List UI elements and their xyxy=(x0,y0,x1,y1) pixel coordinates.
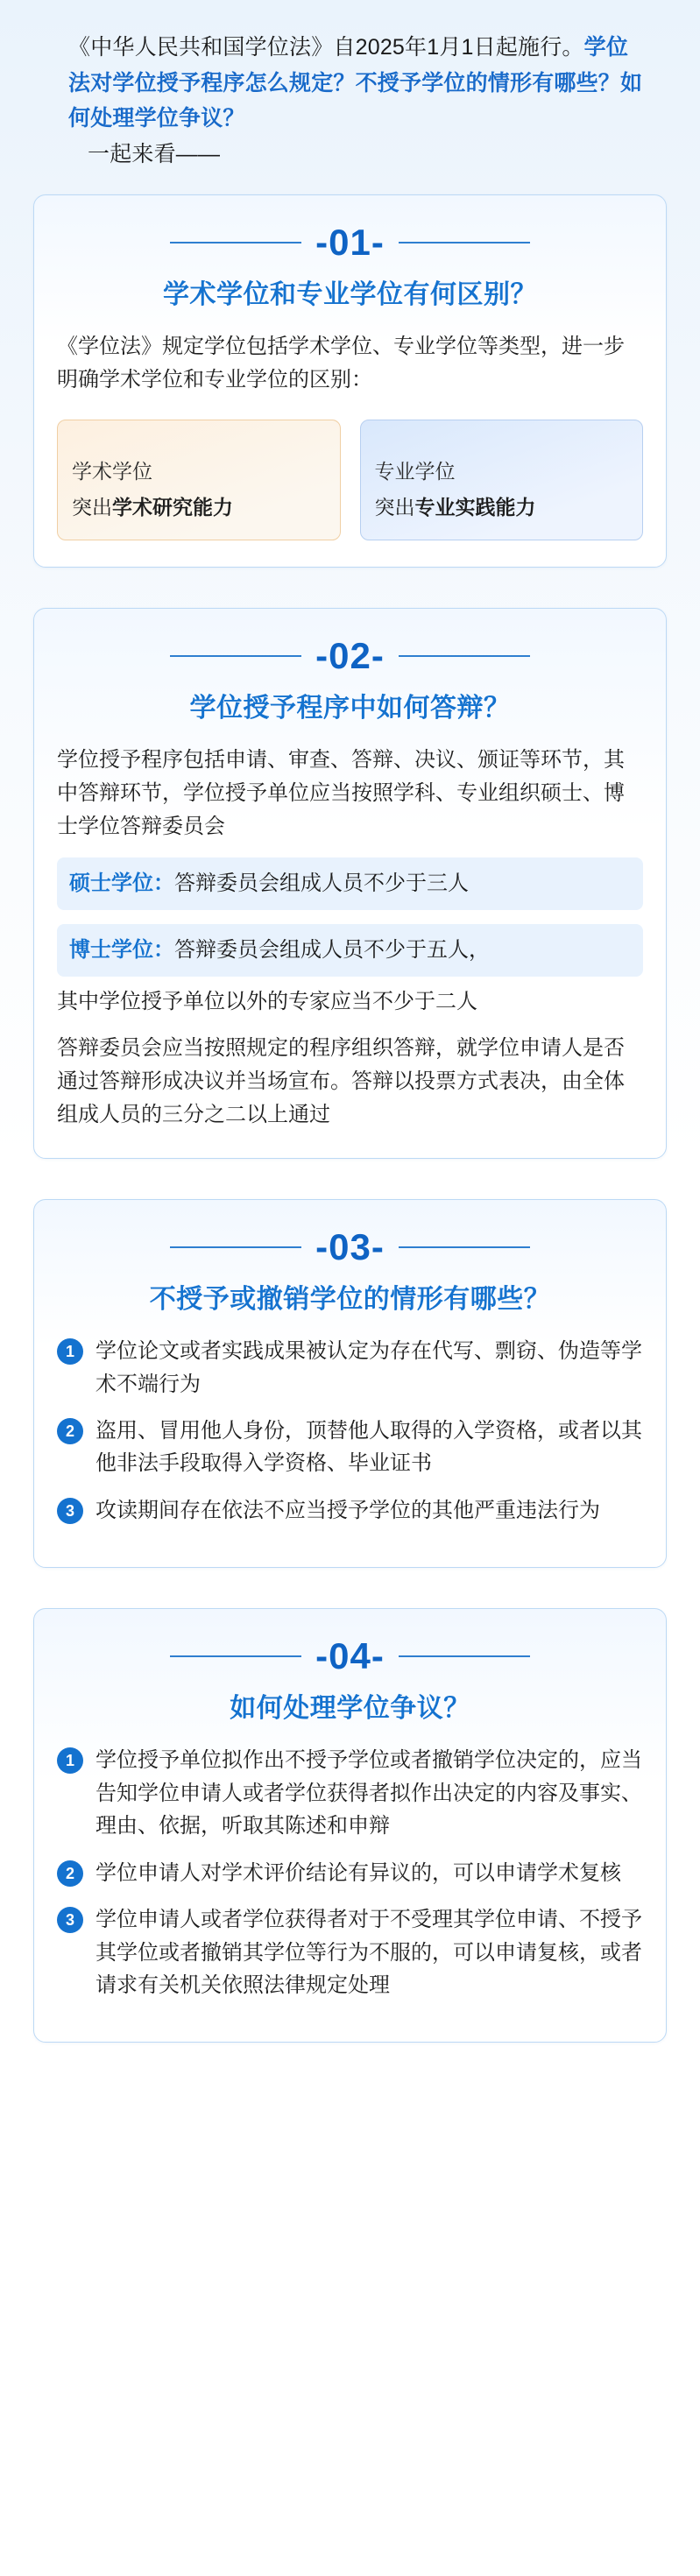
doctor-degree-continuation: 其中学位授予单位以外的专家应当不少于二人 xyxy=(57,989,477,1013)
intro-law-name: 《中华人民共和国学位法》 xyxy=(68,35,334,60)
card-01-intro-text: 《学位法》规定学位包括学术学位、专业学位等类型，进一步明确学术学位和专业学位的区别： xyxy=(57,335,625,392)
divider-right xyxy=(399,655,530,657)
card-04 xyxy=(33,1608,667,2043)
card-01-number: -01- xyxy=(315,222,385,263)
academic-degree-prefix: 突出 xyxy=(72,495,112,519)
intro-highlight: 学位法对学位授予程序怎么规定？不授予学位的情形有哪些？如何处理学位争议？ xyxy=(68,35,643,131)
intro-closing: 一起来看—— xyxy=(88,141,221,166)
card-02-title: 学位授予程序中如何答辩？ xyxy=(189,693,511,723)
list-item-text: 攻读期间存在依法不应当授予学位的其他严重违法行为 xyxy=(95,1498,600,1522)
card-04-title: 如何处理学位争议？ xyxy=(230,1694,470,1724)
card-01 xyxy=(33,194,667,568)
divider-left xyxy=(170,1655,301,1657)
master-degree-value: 答辩委员会组成人员不少于三人 xyxy=(174,871,469,895)
card-03-list xyxy=(57,1335,643,1527)
doctor-degree-value: 答辩委员会组成人员不少于五人， xyxy=(174,937,490,962)
divider-left xyxy=(170,655,301,657)
professional-degree-prefix: 突出 xyxy=(374,495,415,519)
professional-degree-desc xyxy=(375,491,629,520)
doctor-degree-key: 博士学位： xyxy=(69,937,174,962)
intro-paragraph xyxy=(33,0,667,194)
list-item xyxy=(57,1494,643,1527)
divider-left xyxy=(170,1246,301,1248)
card-01-title: 学术学位和专业学位有何区别？ xyxy=(163,280,537,309)
list-item xyxy=(57,1744,643,1842)
divider-left xyxy=(170,242,301,243)
list-item xyxy=(57,1335,643,1401)
card-02-number-row xyxy=(57,635,643,677)
academic-degree-bold: 学术研究能力 xyxy=(112,495,233,519)
list-number-badge: 3 xyxy=(57,1907,83,1933)
list-number-badge: 2 xyxy=(57,1418,83,1444)
card-04-number-row xyxy=(57,1635,643,1677)
list-item xyxy=(57,1415,643,1480)
list-item-text: 盗用、冒用他人身份，顶替他人取得的入学资格，或者以其他非法手段取得入学资格、毕业证书 xyxy=(95,1419,642,1476)
list-item-text: 学位申请人或者学位获得者对于不受理其学位申请、不授予其学位或者撤销其学位等行为不服的，可以申请复核，或者请求有关机关依照法律规定处理 xyxy=(95,1908,642,1997)
academic-degree-label: 学术学位 xyxy=(72,459,152,483)
divider-right xyxy=(399,242,530,243)
divider-right xyxy=(399,1246,530,1248)
list-item-text: 学位论文或者实践成果被认定为存在代写、剽窃、伪造等学术不端行为 xyxy=(95,1339,642,1396)
list-item xyxy=(57,1857,643,1889)
card-03-number-row xyxy=(57,1226,643,1268)
card-04-list xyxy=(57,1744,643,2001)
list-number-badge: 3 xyxy=(57,1498,83,1524)
divider-right xyxy=(399,1655,530,1657)
list-item xyxy=(57,1903,643,2001)
master-degree-key: 硕士学位： xyxy=(69,871,174,895)
card-02-number: -02- xyxy=(315,634,385,676)
professional-degree-label: 专业学位 xyxy=(374,459,456,483)
card-02-paragraph-1: 学位授予程序包括申请、审查、答辩、决议、颁证等环节，其中答辩环节，学位授予单位应当按照学科、专业组织硕士、博士学位答辩委员会 xyxy=(57,747,625,838)
degree-comparison-row xyxy=(57,420,643,540)
professional-degree-bold: 专业实践能力 xyxy=(414,495,536,519)
card-03-number: -03- xyxy=(315,1226,385,1268)
list-number-badge: 1 xyxy=(57,1747,83,1774)
doctor-degree-highlight xyxy=(57,924,643,977)
list-number-badge: 2 xyxy=(57,1860,83,1887)
card-03 xyxy=(33,1199,667,1568)
card-04-number: -04- xyxy=(315,1635,385,1677)
card-03-title: 不授予或撤销学位的情形有哪些？ xyxy=(149,1285,551,1315)
academic-degree-box xyxy=(57,420,341,540)
intro-effective-date: 自2025年1月1日起施行。 xyxy=(333,35,584,60)
card-01-number-row xyxy=(57,222,643,264)
professional-degree-box xyxy=(360,420,644,540)
list-item-text: 学位授予单位拟作出不授予学位或者撤销学位决定的，应当告知学位申请人或者学位获得者拟作出决定的内容及事实、理由、依据，听取其陈述和申辩 xyxy=(95,1748,642,1838)
master-degree-highlight xyxy=(57,857,643,910)
academic-degree-desc xyxy=(72,491,326,520)
card-02 xyxy=(33,608,667,1159)
list-number-badge: 1 xyxy=(57,1338,83,1365)
card-02-paragraph-2: 答辩委员会应当按照规定的程序组织答辩，就学位申请人是否通过答辩形成决议并当场宣布。答辩以投票方式表决，由全体组成人员的三分之二以上通过 xyxy=(57,1036,625,1127)
list-item-text: 学位申请人对学术评价结论有异议的，可以申请学术复核 xyxy=(95,1860,621,1885)
